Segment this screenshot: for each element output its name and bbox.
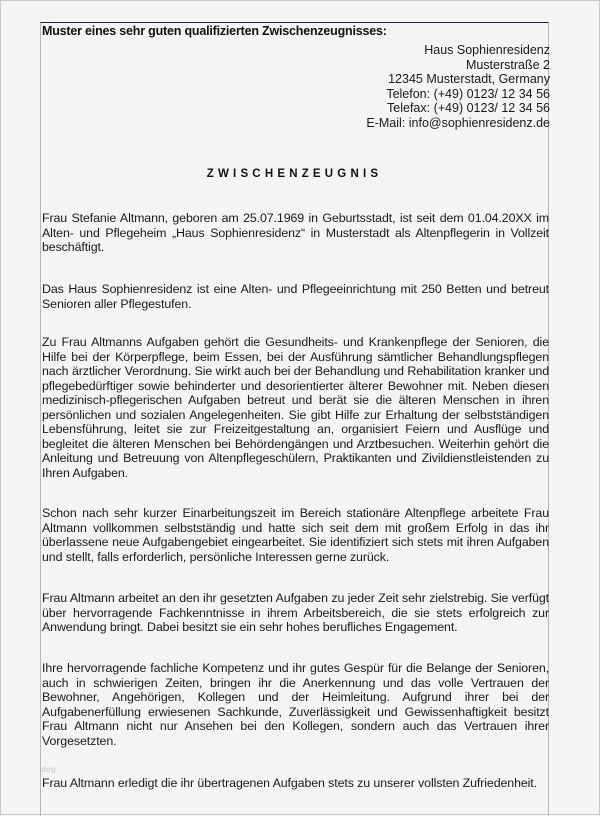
document-heading: Muster eines sehr guten qualifizierten Zwischenzeugnisses: — [42, 24, 387, 38]
document-title: ZWISCHENZEUGNIS — [206, 168, 383, 180]
paragraph-satisfaction: Frau Altmann erledigt die ihr übertragenen Aufgaben stets zu unserer vollsten Zufriedenheit. — [42, 776, 537, 790]
paragraph-employment: Frau Stefanie Altmann, geboren am 25.07.1969 in Geburtsstadt, ist seit dem 01.04.20XX im Alten- und Pflegeheim „Haus Sophienresidenz“ in Musterstadt als Altenpflegerin in Vollzeit beschäftigt. — [42, 211, 549, 254]
sender-fax: Telefax: (+49) 0123/ 12 34 56 — [387, 101, 550, 116]
paragraph-performance: Frau Altmann arbeitet an den ihr gesetzten Aufgaben zu jeder Zeit sehr zielstrebig. Sie verfügt über hervorragende Fachkenntnisse in ihrem Arbeitsbereich, die sie stets erfolgreich zur Anwendung bringt. Dabei besitzt sie ein sehr hohes berufliches Engagement. — [42, 591, 549, 634]
sender-street: Musterstraße 2 — [465, 57, 550, 72]
paragraph-institution: Das Haus Sophienresidenz ist eine Alten- und Pflegeeinrichtung mit 250 Betten und betreut Senioren aller Pflegestufen. — [42, 282, 549, 311]
sender-email: E-Mail: info@sophienresidenz.de — [366, 115, 550, 130]
watermark-text: dog — [41, 765, 56, 774]
sender-city: 12345 Musterstadt, Germany — [388, 72, 550, 87]
sender-address — [366, 43, 550, 131]
paragraph-onboarding: Schon nach sehr kurzer Einarbeitungszeit im Bereich stationäre Altenpflege arbeitete Frau Altmann vollkommen selbstständig und hatte sich seit dem mit großem Erfolg in das ihr überlassene neue Aufgabengebiet eingearbeitet. Sie identifiziert sich stets mit ihren Aufgaben und stellt, falls erforderlich, persönliche Interessen gerne zurück. — [42, 506, 549, 564]
sender-phone: Telefon: (+49) 0123/ 12 34 56 — [386, 86, 550, 101]
document-page — [40, 22, 549, 816]
paragraph-competence: Ihre hervorragende fachliche Kompetenz und ihr gutes Gespür für die Belange der Senioren, auch in schwierigen Zeiten, bringen ihr die Anerkennung und das volle Vertrauen der Bewohner, Angehörigen, Kollegen und der Heimleitung. Aufgrund ihrer bei der Aufgabenerfüllung erwiesenen Sachkunde, Zuverlässigkeit und Gewissenhaftigkeit besitzt Frau Altmann nicht nur Ansehen bei den Kollegen, sondern auch das Vertrauen ihrer Vorgesetzten. — [42, 661, 549, 748]
paragraph-duties: Zu Frau Altmanns Aufgaben gehört die Gesundheits- und Krankenpflege der Senioren, die Hilfe bei der Körperpflege, beim Essen, bei der Ausführung sämtlicher Behandlungspflegen nach ärztlicher Verordnung. Sie wirkt auch bei der Behandlung und Rehabilitation kranker und pflegebedürftiger sowie behinderter und desorientierter älterer Bewohner mit. Neben diesen medizinisch-pflegerischen Aufgaben betreut und berät sie die älteren Menschen in ihren persönlichen und sozialen Angelegenheiten. Sie gibt Hilfe zur Erhaltung der selbstständigen Lebensführung, leitet sie zur Freizeitgestaltung an, organisiert Feiern und Ausflüge und begleitet die älteren Menschen bei Behördengängen und Arztbesuchen. Weiterhin gehört die Anleitung und Betreuung von Altenpflegeschülern, Praktikanten und Zivildienstleistenden zu Ihren Aufgaben. — [42, 335, 549, 480]
sender-name: Haus Sophienresidenz — [424, 43, 550, 57]
